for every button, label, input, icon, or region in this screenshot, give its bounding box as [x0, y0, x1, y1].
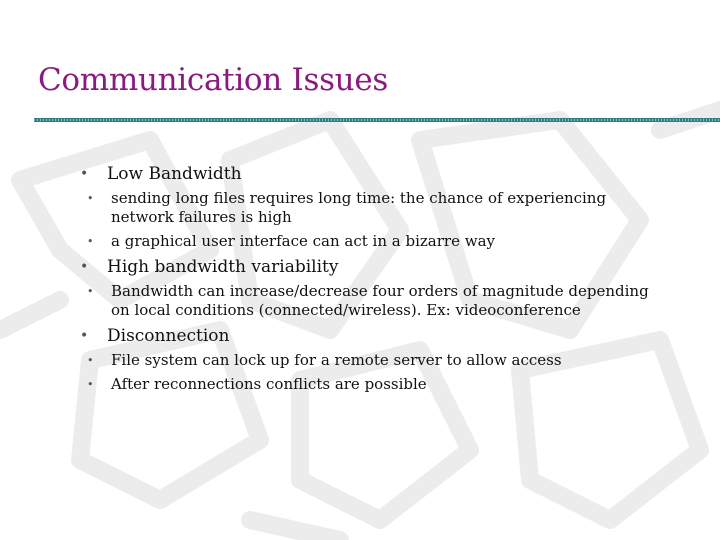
bullet-label: High bandwidth variability [107, 257, 339, 277]
bullet-dot-icon: • [87, 378, 94, 391]
sub-bullet-list [80, 282, 700, 320]
sub-bullet-item [80, 375, 700, 394]
bullet-list [80, 162, 700, 398]
bullet-label: Disconnection [107, 326, 230, 346]
bullet-label: Low Bandwidth [107, 164, 242, 184]
sub-bullet-item [80, 189, 700, 227]
slide-title: Communication Issues [38, 62, 389, 98]
bullet-dot-icon: • [80, 166, 89, 182]
sub-bullet-text: File system can lock up for a remote server to allow access [111, 351, 562, 369]
sub-bullet-item [80, 282, 700, 320]
sub-bullet-item [80, 351, 700, 370]
sub-bullet-text: sending long files requires long time: the chance of experiencing network failures is high [111, 189, 607, 226]
bullet-dot-icon: • [80, 259, 89, 275]
bullet-dot-icon: • [87, 235, 94, 248]
sub-bullet-text: Bandwidth can increase/decrease four orders of magnitude depending on local conditions (connected/wireless). Ex: videoconference [111, 282, 649, 319]
title-rule [34, 117, 720, 123]
sub-bullet-item [80, 232, 700, 251]
bullet-dot-icon: • [87, 285, 94, 298]
bullet-dot-icon: • [87, 354, 94, 367]
bullet-dot-icon: • [80, 328, 89, 344]
sub-bullet-list [80, 189, 700, 251]
sub-bullet-text: After reconnections conflicts are possible [111, 375, 427, 393]
bullet-item [80, 255, 700, 279]
bullet-dot-icon: • [87, 192, 94, 205]
bullet-item [80, 324, 700, 348]
bullet-item [80, 162, 700, 186]
sub-bullet-text: a graphical user interface can act in a bizarre way [111, 232, 495, 250]
sub-bullet-list [80, 351, 700, 394]
